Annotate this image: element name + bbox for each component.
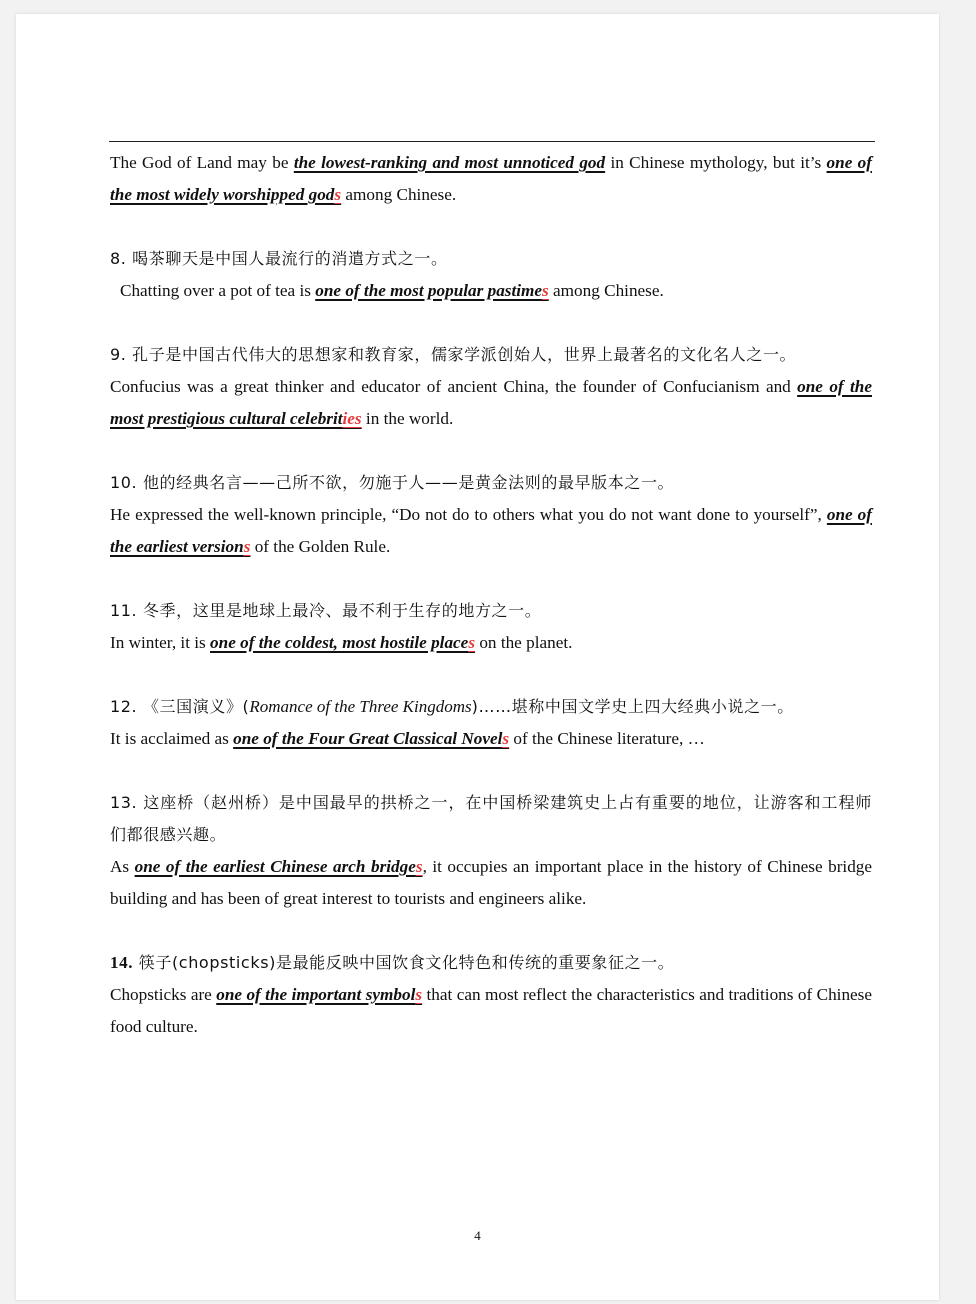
item-14-highlight-main: one of the important symbol — [216, 985, 416, 1004]
item-10-english — [110, 499, 872, 563]
item-11-chinese — [110, 595, 872, 627]
item-10-number: 10. — [110, 473, 138, 492]
intro-text-1: The God of Land may be — [110, 153, 294, 172]
item-13-highlight — [135, 857, 423, 876]
item-12-highlight — [233, 729, 509, 748]
item-9-en-post: in the world. — [361, 409, 454, 428]
item-10-chinese-text: 他的经典名言——己所不欲，勿施于人——是黄金法则的最早版本之一。 — [142, 473, 675, 492]
item-14-number: 14. — [110, 953, 134, 972]
item-12-en-pre: It is acclaimed as — [110, 729, 234, 748]
item-9-highlight-main: one of the most prestigious cultural celebrit — [110, 377, 872, 428]
item-11-highlight-main: one of the coldest, most hostile place — [210, 633, 469, 652]
item-9-english — [110, 371, 872, 435]
item-11-highlight — [210, 633, 475, 652]
item-14-highlight-suffix: s — [415, 985, 423, 1004]
item-12-highlight-suffix: s — [502, 729, 510, 748]
intro-paragraph — [110, 147, 872, 211]
item-8-chinese-text: 喝茶聊天是中国人最流行的消遣方式之一。 — [132, 249, 448, 268]
item-12-highlight-main: one of the Four Great Classical Novel — [233, 729, 503, 748]
item-11-en-post: on the planet. — [475, 633, 573, 652]
item-10-chinese — [110, 467, 872, 499]
item-9-number: 9. — [110, 345, 127, 364]
item-8-highlight-suffix: s — [542, 281, 549, 300]
item-13-en-post: , it occupies an important place in the history of Chinese bridge building and has been of great interest to tourists and engineers alike. — [110, 857, 873, 908]
item-8-english — [110, 275, 872, 307]
document-page — [16, 14, 939, 1300]
item-12-chinese-pre: 《三国演义》( — [142, 697, 250, 716]
item-13-highlight-main: one of the earliest Chinese arch bridge — [134, 857, 416, 876]
item-14-english — [110, 979, 872, 1043]
intro-highlight-1: the lowest-ranking and most unnoticed god — [293, 153, 606, 172]
item-12-english-title: Romance of the Three Kingdoms — [249, 697, 472, 716]
item-9-highlight-suffix: ies — [342, 409, 362, 428]
item-10-en-post: of the Golden Rule. — [250, 537, 391, 556]
item-13-en-pre: As — [110, 857, 135, 876]
item-12-chinese — [110, 691, 872, 723]
item-14-en-pre: Chopsticks are — [110, 985, 217, 1004]
intro-text-2: in Chinese mythology, but it’s — [605, 153, 827, 172]
intro-highlight-2-suffix: s — [334, 185, 342, 204]
item-9-chinese-text: 孔子是中国古代伟大的思想家和教育家，儒家学派创始人，世界上最著名的文化名人之一。 — [132, 345, 797, 364]
header-rule — [109, 141, 875, 142]
item-11-chinese-text: 冬季，这里是地球上最冷、最不利于生存的地方之一。 — [142, 601, 542, 620]
item-13-english — [110, 851, 872, 915]
item-13-chinese-text: 这座桥（赵州桥）是中国最早的拱桥之一，在中国桥梁建筑史上占有重要的地位，让游客和工程师们都很感兴趣。 — [110, 793, 872, 844]
item-13-highlight-suffix: s — [415, 857, 423, 876]
item-9-chinese — [110, 339, 872, 371]
item-12-chinese-post: )……堪称中国文学史上四大经典小说之一。 — [471, 697, 794, 716]
item-11-english — [110, 627, 872, 659]
item-8-highlight — [315, 281, 549, 300]
item-8-en-post: among Chinese. — [548, 281, 664, 300]
item-8-chinese — [110, 243, 872, 275]
item-13-chinese — [110, 787, 872, 851]
intro-highlight-2-main: one of the most widely worshipped god — [110, 153, 872, 204]
page-content — [110, 147, 872, 1043]
item-12-number: 12. — [110, 697, 138, 716]
item-14-chinese — [110, 947, 872, 979]
item-9-en-pre: Confucius was a great thinker and educator of ancient China, the founder of Confucianism and — [110, 377, 798, 396]
item-10-en-pre: He expressed the well-known principle, “Do not do to others what you do not want done to yourself”, — [110, 505, 827, 524]
item-8-en-pre: Chatting over a pot of tea is — [120, 281, 316, 300]
intro-text-3: among Chinese. — [341, 185, 457, 204]
item-8-number: 8. — [110, 249, 127, 268]
page-number: 4 — [474, 1228, 481, 1243]
item-14-chinese-text: 筷子(chopsticks)是最能反映中国饮食文化特色和传统的重要象征之一。 — [138, 953, 675, 972]
item-12-en-post: of the Chinese literature, … — [509, 729, 705, 748]
item-14-highlight — [216, 985, 422, 1004]
item-11-en-pre: In winter, it is — [110, 633, 211, 652]
item-8-highlight-main: one of the most popular pastime — [315, 281, 543, 300]
item-14-en-post: that can most reflect the characteristics and traditions of Chinese food culture. — [110, 985, 872, 1036]
item-11-number: 11. — [110, 601, 138, 620]
item-10-highlight-suffix: s — [243, 537, 251, 556]
item-13-number: 13. — [110, 793, 138, 812]
item-10-highlight-main: one of the earliest version — [110, 505, 872, 556]
item-11-highlight-suffix: s — [468, 633, 476, 652]
item-12-english — [110, 723, 872, 755]
